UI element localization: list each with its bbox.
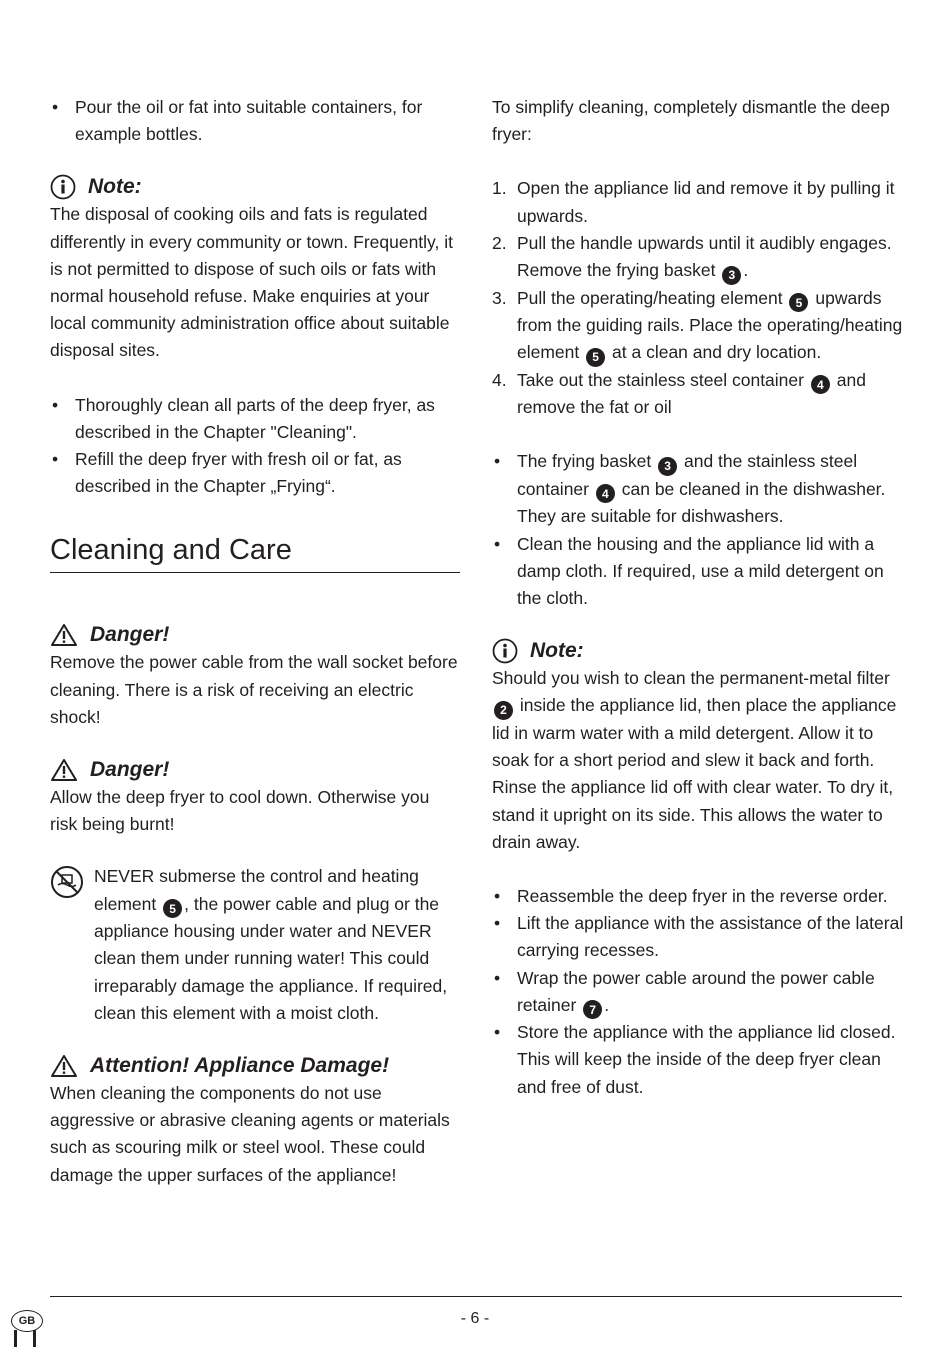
page-number: - 6 - xyxy=(460,1310,490,1327)
ref-number: 3 xyxy=(658,457,677,476)
attention-heading xyxy=(50,1052,460,1080)
info-circle-icon xyxy=(492,638,518,664)
note-title: Note: xyxy=(88,175,142,199)
step-item: 1. Open the appliance lid and remove it by pulling it upwards. xyxy=(492,178,895,226)
warning-triangle-icon xyxy=(50,758,78,782)
danger-title: Danger! xyxy=(90,758,170,782)
ref-number: 5 xyxy=(586,348,605,367)
list-item: • Thoroughly clean all parts of the deep fryer, as described in the Chapter "Cleaning". xyxy=(50,392,460,446)
note-title: Note: xyxy=(530,639,584,663)
note-text: Should you wish to clean the permanent-metal filter 2 inside the appliance lid, then place the appliance lid in warm water with a mild detergent. Allow it to soak for a short period and slew it back and forth. Rinse the appliance lid off with clear water. To dry it, stand it upright on its side. This allows the water to drain away. xyxy=(492,668,897,852)
ref-number: 3 xyxy=(722,266,741,285)
ref-number: 7 xyxy=(583,1000,602,1019)
danger-heading xyxy=(50,621,460,649)
no-submerse-warning xyxy=(50,863,460,1027)
footer-divider xyxy=(50,1296,902,1297)
warning-triangle-icon xyxy=(50,1054,78,1078)
ref-number: 4 xyxy=(596,484,615,503)
language-badge: GB xyxy=(11,1310,43,1332)
info-circle-icon xyxy=(50,174,76,200)
list-item: • Lift the appliance with the assistance of the lateral carrying recesses. xyxy=(492,910,904,964)
dismantle-intro: To simplify cleaning, completely dismantle the deep fryer: xyxy=(492,97,890,145)
list-item: • Refill the deep fryer with fresh oil or fat, as described in the Chapter „Frying“. xyxy=(50,446,460,500)
list-item: • Reassemble the deep fryer in the reverse order. xyxy=(492,883,904,910)
step-item: 3. Pull the operating/heating element 5 upwards from the guiding rails. Place the operating/heating element 5 at a clean and dry location. xyxy=(492,285,904,367)
note-text: The disposal of cooking oils and fats is regulated differently in every community or town. Frequently, it is not permitted to dispose of such oils or fats with normal household refuse. Make enquiries at your local community administration office about suitable disposal sites. xyxy=(50,204,453,361)
list-item: • Store the appliance with the appliance lid closed. This will keep the inside of the deep fryer clean and free of dust. xyxy=(492,1019,904,1101)
note-heading xyxy=(492,637,904,665)
attention-title: Attention! Appliance Damage! xyxy=(90,1053,390,1077)
danger-text: Remove the power cable from the wall socket before cleaning. There is a risk of receiving an electric shock! xyxy=(50,652,458,727)
section-title: Cleaning and Care xyxy=(50,532,460,573)
list-item: • Wrap the power cable around the power cable retainer 7 . xyxy=(492,965,904,1020)
list-item: • Pour the oil or fat into suitable containers, for example bottles. xyxy=(50,94,460,148)
left-column xyxy=(50,94,460,1189)
danger-text: Allow the deep fryer to cool down. Otherwise you risk being burnt! xyxy=(50,787,430,835)
ref-number: 4 xyxy=(811,375,830,394)
note-heading xyxy=(50,173,460,201)
danger-heading xyxy=(50,756,460,784)
dismantle-steps xyxy=(492,175,904,421)
step-item: 4. Take out the stainless steel container 4 and remove the fat or oil xyxy=(492,369,866,418)
bullet-list xyxy=(50,392,460,501)
danger-title: Danger! xyxy=(90,623,170,647)
step-item: 2. Pull the handle upwards until it audibly engages. Remove the frying basket 3 . xyxy=(492,230,904,285)
attention-text: When cleaning the components do not use aggressive or abrasive cleaning agents or materials such as scouring milk or steel wool. These could damage the upper surfaces of the appliance! xyxy=(50,1082,450,1185)
no-submerse-icon xyxy=(50,865,84,899)
list-item: • The frying basket 3 and the stainless steel container 4 can be cleaned in the dishwasher. They are suitable for dishwashers. xyxy=(492,448,904,530)
badge-tab-icon xyxy=(13,1330,43,1347)
warning-triangle-icon xyxy=(50,623,78,647)
right-column xyxy=(492,94,904,1101)
list-item: • Clean the housing and the appliance lid with a damp cloth. If required, use a mild detergent on the cloth. xyxy=(492,531,904,613)
cleaning-bullets xyxy=(492,448,904,612)
intro-bullet-list xyxy=(50,94,460,148)
ref-number: 2 xyxy=(494,701,513,720)
final-bullets xyxy=(492,883,904,1101)
ref-number: 5 xyxy=(789,293,808,312)
ref-number: 5 xyxy=(163,899,182,918)
no-submerse-text: NEVER submerse the control and heating element 5 , the power cable and plug or the appliance housing under water and NEVER clean them under running water! This could irreparably damage the appliance. If required, clean this element with a moist cloth. xyxy=(94,866,448,1023)
